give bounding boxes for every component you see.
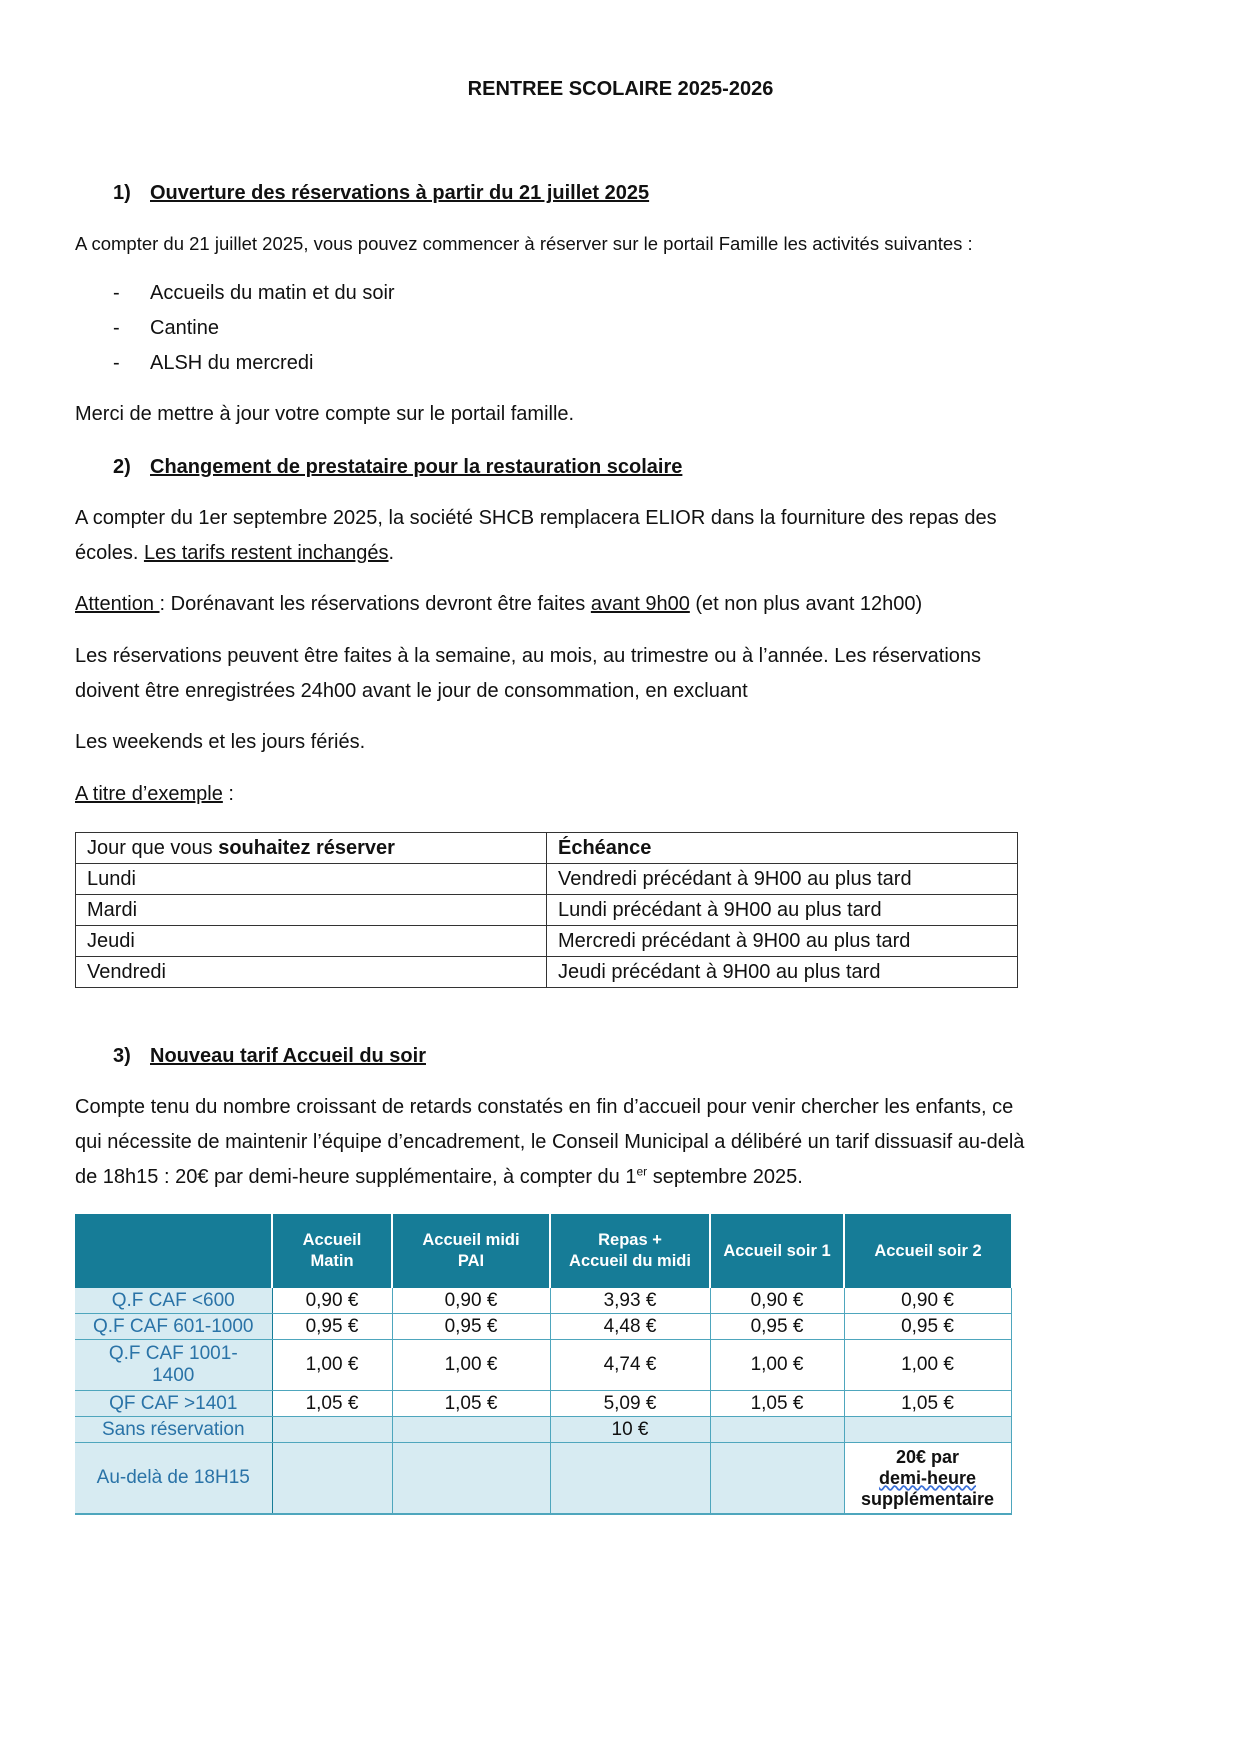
table-row	[75, 1340, 1011, 1391]
tariff-table	[75, 1214, 1012, 1515]
table-cell: 4,48 €	[550, 1314, 710, 1340]
table-cell: 1,00 €	[844, 1340, 1011, 1391]
table-cell: 0,95 €	[272, 1314, 392, 1340]
table-cell: 0,90 €	[844, 1288, 1011, 1314]
section-3-heading: 3) Nouveau tarif Accueil du soir	[113, 1045, 426, 1067]
row-label: Au-delà de 18H15	[75, 1443, 272, 1515]
table-cell	[272, 1443, 392, 1515]
section-2-paragraph-2: Les réservations peuvent être faites à la semaine, au mois, au trimestre ou à l’année. Les réservations doivent être enregistrées 24h00 avant le jour de consommation, en excluant	[75, 645, 982, 702]
row-label: QF CAF >1401	[75, 1391, 272, 1417]
table-header-cell: Échéance	[547, 833, 1018, 864]
table-cell: 1,00 €	[272, 1340, 392, 1391]
table-row	[76, 957, 1018, 988]
row-label: Sans réservation	[75, 1417, 272, 1443]
table-header-cell	[75, 1214, 272, 1288]
table-cell: 0,95 €	[844, 1314, 1011, 1340]
table-cell: 10 €	[550, 1417, 710, 1443]
table-cell	[272, 1417, 392, 1443]
section-2-paragraph-1: A compter du 1er septembre 2025, la société SHCB remplacera ELIOR dans la fourniture des repas des écoles. Les tarifs restent inchangés.	[75, 507, 997, 564]
table-cell: 3,93 €	[550, 1288, 710, 1314]
table-cell: 4,74 €	[550, 1340, 710, 1391]
table-cell	[710, 1443, 844, 1515]
section-title: Ouverture des réservations à partir du 21 juillet 2025	[150, 182, 650, 204]
list-item: - Accueils du matin et du soir	[113, 282, 395, 304]
table-cell	[392, 1417, 550, 1443]
table-row	[76, 926, 1018, 957]
section-1-intro: A compter du 21 juillet 2025, vous pouvez commencer à réserver sur le portail Famille les activités suivantes :	[75, 233, 973, 254]
row-label: Q.F CAF 1001- 1400	[75, 1340, 272, 1391]
table-row	[76, 833, 1018, 864]
table-cell	[844, 1443, 1011, 1515]
row-label: Q.F CAF 601-1000	[75, 1314, 272, 1340]
list-item: - Cantine	[113, 317, 219, 339]
table-cell: 5,09 €	[550, 1391, 710, 1417]
table-header-cell: Accueil soir 1	[710, 1214, 844, 1288]
table-row	[76, 895, 1018, 926]
schedule-table	[75, 832, 1018, 988]
document-title: RENTREE SCOLAIRE 2025-2026	[467, 78, 774, 100]
table-row	[75, 1391, 1011, 1417]
table-cell: 1,05 €	[710, 1391, 844, 1417]
table-cell: Jeudi	[76, 926, 547, 957]
table-cell	[550, 1443, 710, 1515]
section-1-heading	[113, 182, 1013, 208]
table-cell: Lundi	[76, 864, 547, 895]
table-header-cell: Repas + Accueil du midi	[550, 1214, 710, 1288]
table-cell: Mardi	[76, 895, 547, 926]
table-cell: 1,05 €	[392, 1391, 550, 1417]
table-row	[75, 1443, 1011, 1515]
table-cell: Jeudi précédant à 9H00 au plus tard	[547, 957, 1018, 988]
section-2-paragraph-3: Les weekends et les jours fériés.	[75, 731, 366, 753]
table-header-row	[75, 1214, 1011, 1288]
table-header-cell: Accueil midi PAI	[392, 1214, 550, 1288]
row-label: Q.F CAF <600	[75, 1288, 272, 1314]
table-cell	[392, 1443, 550, 1515]
attention-paragraph: Attention : Dorénavant les réservations devront être faites avant 9h00 (et non plus avant 12h00)	[75, 593, 923, 615]
table-cell: 1,05 €	[272, 1391, 392, 1417]
table-header-cell: Jour que vous souhaitez réserver	[76, 833, 547, 864]
table-header-cell: Accueil Matin	[272, 1214, 392, 1288]
table-cell: 0,90 €	[710, 1288, 844, 1314]
section-2-heading: 2) Changement de prestataire pour la restauration scolaire	[113, 456, 683, 478]
table-cell: 0,95 €	[710, 1314, 844, 1340]
late-fee-note: 20€ par demi-heure supplémentaire	[860, 1446, 995, 1509]
example-label: A titre d’exemple :	[75, 783, 234, 805]
table-cell: Mercredi précédant à 9H00 au plus tard	[547, 926, 1018, 957]
table-row	[75, 1417, 1011, 1443]
list-item: - ALSH du mercredi	[113, 352, 314, 374]
table-cell: 1,00 €	[710, 1340, 844, 1391]
table-header-cell: Accueil soir 2	[844, 1214, 1011, 1288]
section-1-closing: Merci de mettre à jour votre compte sur le portail famille.	[75, 403, 575, 425]
table-cell: Vendredi précédant à 9H00 au plus tard	[547, 864, 1018, 895]
table-cell	[844, 1417, 1011, 1443]
table-cell: Vendredi	[76, 957, 547, 988]
table-cell: 1,00 €	[392, 1340, 550, 1391]
table-cell: 0,90 €	[392, 1288, 550, 1314]
table-cell: 1,05 €	[844, 1391, 1011, 1417]
table-row	[76, 864, 1018, 895]
table-row	[75, 1288, 1011, 1314]
table-row	[75, 1314, 1011, 1340]
section-number: 1)	[113, 182, 131, 204]
table-cell: 0,90 €	[272, 1288, 392, 1314]
table-cell	[710, 1417, 844, 1443]
section-3-paragraph: Compte tenu du nombre croissant de retards constatés en fin d’accueil pour venir chercher les enfants, ce qui nécessite de maintenir l’équipe d’encadrement, le Conseil Municipal a délibéré un tarif dissuasif au-delà de 18h15 : 20€ par demi-heure supplémentaire, à compter du 1er septembre 2025.	[75, 1096, 1025, 1188]
attention-label: Attention	[75, 593, 160, 615]
table-cell: Lundi précédant à 9H00 au plus tard	[547, 895, 1018, 926]
table-cell: 0,95 €	[392, 1314, 550, 1340]
